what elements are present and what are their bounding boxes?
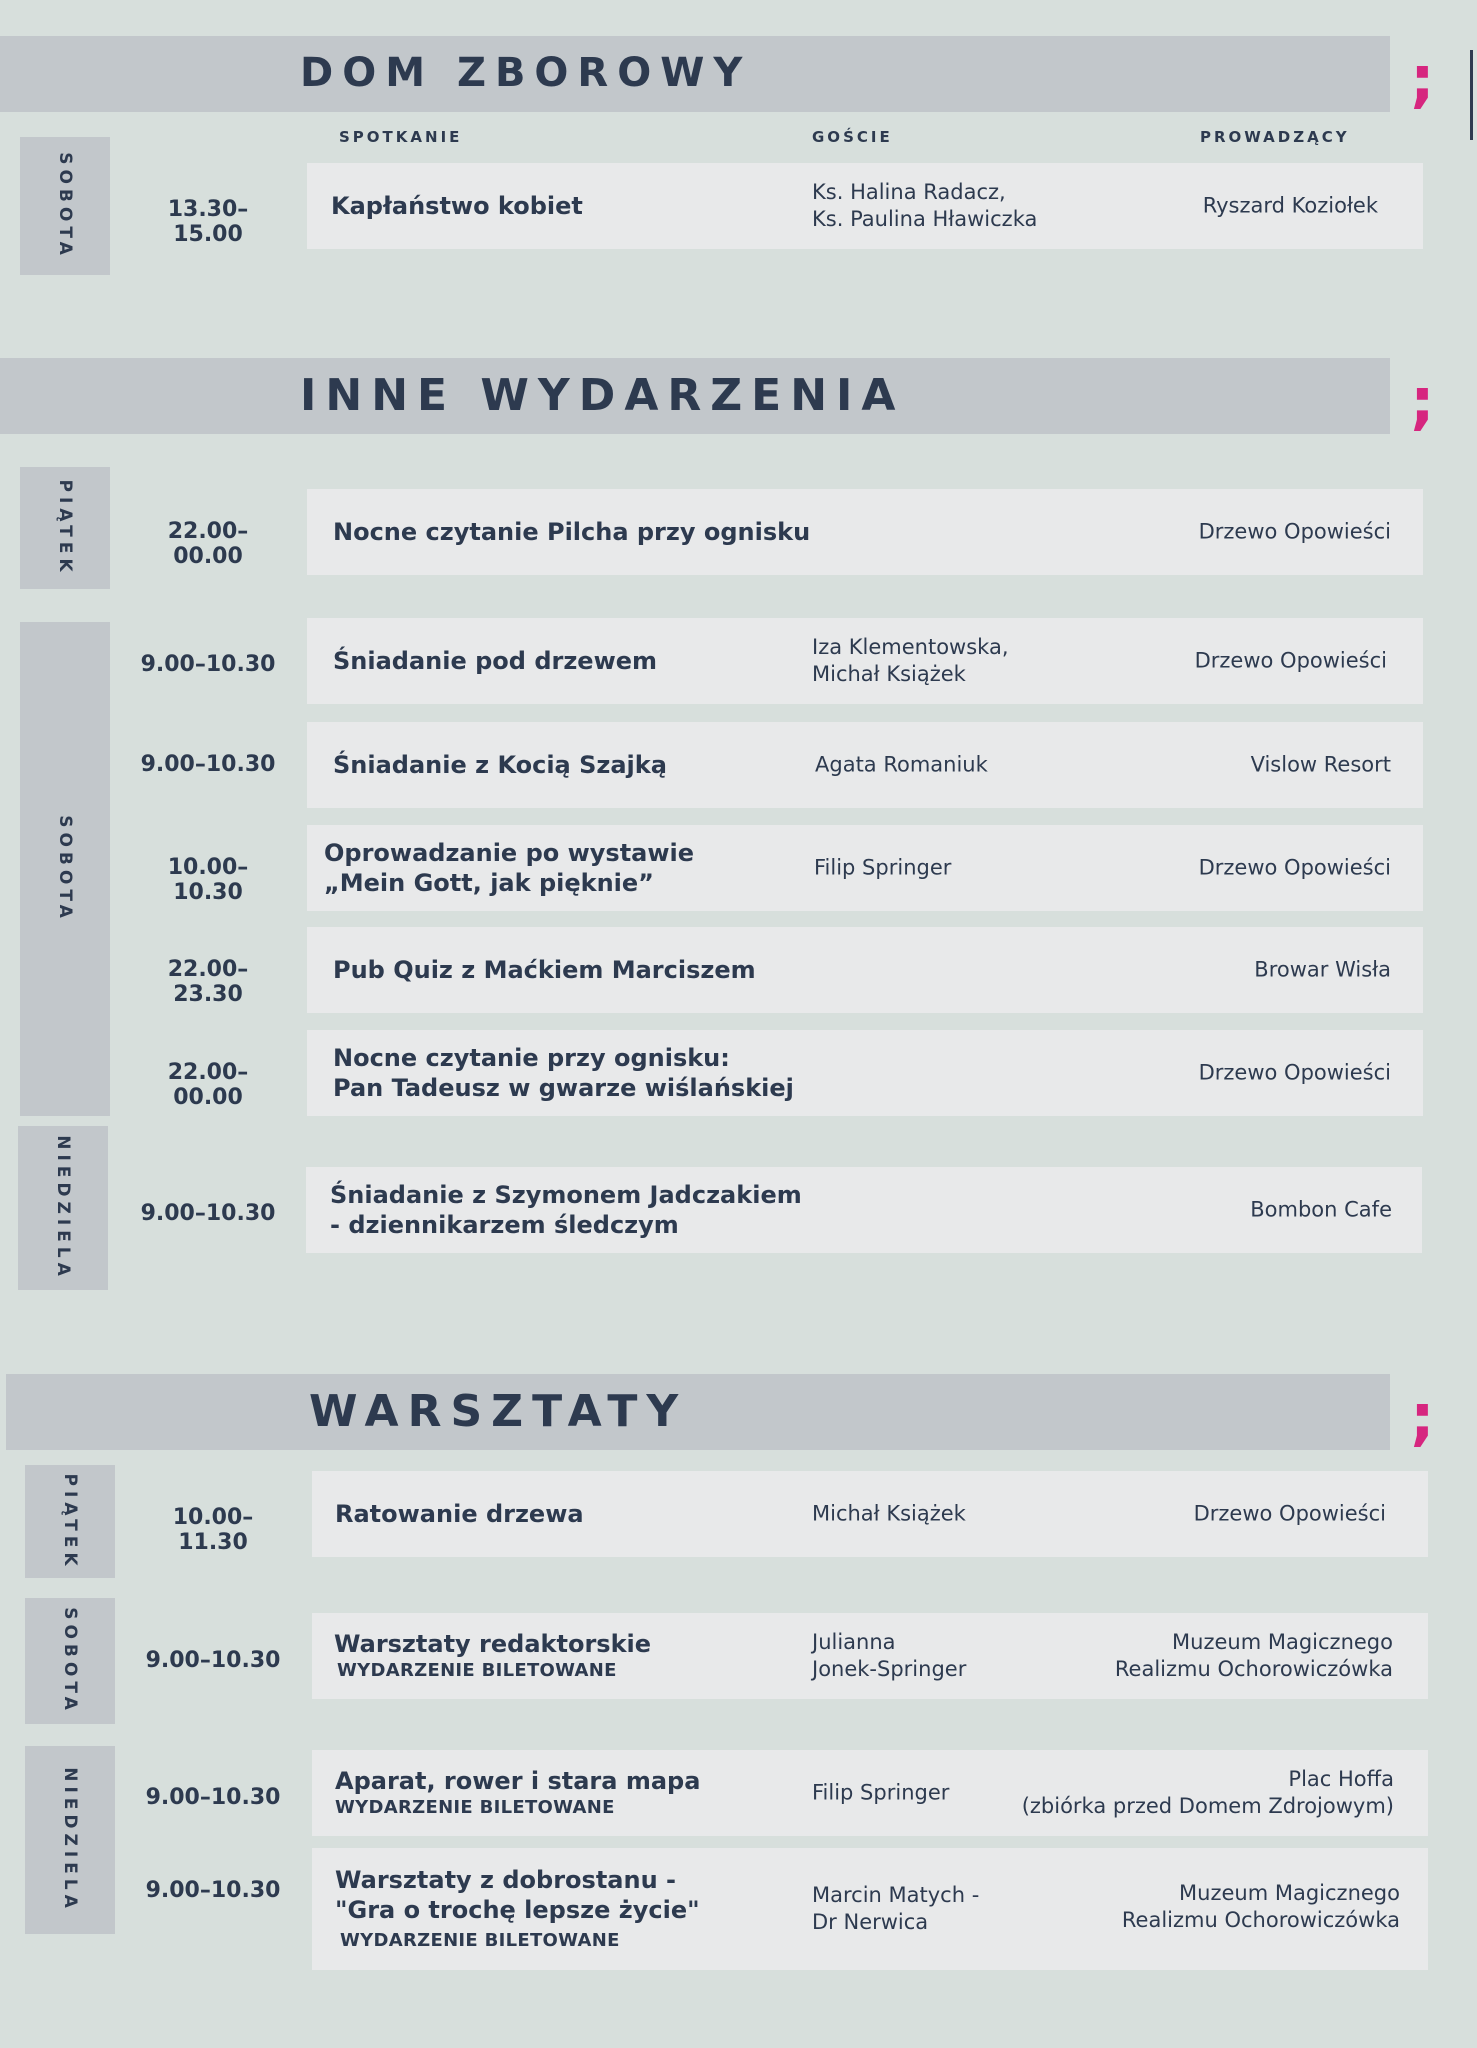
event-row[interactable] [307, 1030, 1423, 1116]
event-time: 10.00–10.30 [167, 855, 249, 905]
event-title: Śniadanie z Kocią Szajką [333, 751, 667, 779]
event-row[interactable] [312, 1750, 1428, 1836]
event-host: Drzewo Opowieści [1198, 855, 1391, 880]
event-guests: Filip Springer [814, 855, 952, 880]
ticketed-label: WYDARZENIE BILETOWANE [340, 1930, 620, 1951]
event-host: Plac Hoffa (zbiórka przed Domem Zdrojowym) [1021, 1767, 1394, 1818]
event-title: Warsztaty redaktorskie WYDARZENIE BILETOWANE [334, 1630, 652, 1681]
semicolon-mark-icon: ; [1410, 1380, 1435, 1453]
column-header-guests: GOŚCIE [812, 128, 893, 146]
event-title: Nocne czytanie Pilcha przy ognisku [333, 518, 811, 546]
event-time: 22.00–00.00 [167, 519, 249, 569]
event-title: Ratowanie drzewa [335, 1500, 584, 1528]
event-time: 10.00–11.30 [172, 1505, 254, 1555]
day-label-sobota: SOBOTA [20, 137, 110, 275]
event-row[interactable] [312, 1848, 1428, 1970]
ticketed-label: WYDARZENIE BILETOWANE [335, 1797, 615, 1818]
event-guests: Marcin Matych - Dr Nerwica [812, 1883, 980, 1934]
day-label-piatek: PIĄTEK [25, 1465, 115, 1578]
column-header-host: PROWADZĄCY [1200, 128, 1350, 146]
event-guests: Iza Klementowska, Michał Książek [812, 635, 1009, 686]
event-row[interactable] [307, 489, 1423, 575]
day-label-sobota: SOBOTA [25, 1598, 115, 1724]
event-row[interactable] [307, 927, 1423, 1013]
day-label-sobota: SOBOTA [20, 622, 110, 1116]
event-row[interactable] [306, 1167, 1422, 1253]
event-row[interactable] [312, 1471, 1428, 1557]
event-time: 9.00–10.30 [140, 652, 276, 677]
event-row[interactable] [307, 825, 1423, 911]
event-host: Muzeum Magicznego Realizmu Ochorowiczówka [1114, 1630, 1393, 1681]
semicolon-mark-icon: ; [1410, 364, 1435, 437]
event-title: Śniadanie pod drzewem [333, 647, 658, 675]
event-guests: Filip Springer [812, 1780, 950, 1805]
day-label-niedziela: NIEDZIELA [25, 1746, 115, 1934]
event-row[interactable] [307, 163, 1423, 249]
section-header-warsztaty [6, 1374, 1390, 1450]
event-time: 9.00–10.30 [140, 1201, 276, 1226]
event-host: Ryszard Koziołek [1202, 193, 1378, 218]
ticketed-label: WYDARZENIE BILETOWANE [337, 1660, 617, 1681]
event-row[interactable] [307, 722, 1423, 808]
event-time: 22.00–00.00 [167, 1060, 249, 1110]
event-host: Drzewo Opowieści [1198, 1060, 1391, 1085]
event-title: Pub Quiz z Maćkiem Marciszem [333, 956, 756, 984]
event-host: Drzewo Opowieści [1193, 1501, 1386, 1526]
day-label-piatek: PIĄTEK [20, 467, 110, 589]
section-header-dom-zborowy [0, 36, 1390, 112]
event-title: Kapłaństwo kobiet [331, 192, 583, 220]
event-host: Drzewo Opowieści [1194, 648, 1387, 673]
event-time: 9.00–10.30 [145, 1878, 281, 1903]
event-time: 9.00–10.30 [145, 1785, 281, 1810]
event-row[interactable] [307, 618, 1423, 704]
event-host: Drzewo Opowieści [1198, 519, 1391, 544]
section-title: INNE WYDARZENIA [300, 370, 905, 421]
event-time: 9.00–10.30 [140, 752, 276, 777]
event-host: Vislow Resort [1250, 752, 1391, 777]
event-host: Browar Wisła [1254, 957, 1391, 982]
event-guests: Agata Romaniuk [815, 752, 988, 777]
event-guests: Michał Książek [812, 1501, 966, 1526]
event-time: 9.00–10.30 [145, 1648, 281, 1673]
semicolon-mark-icon: ; [1410, 42, 1435, 115]
event-title: Warsztaty z dobrostanu - "Gra o trochę lepsze życie" WYDARZENIE BILETOWANE [335, 1866, 700, 1951]
event-title: Oprowadzanie po wystawie „Mein Gott, jak pięknie” [324, 839, 695, 897]
event-guests: Julianna Jonek-Springer [812, 1630, 967, 1681]
event-host: Bombon Cafe [1250, 1197, 1392, 1222]
event-title: Śniadanie z Szymonem Jadczakiem - dziennikarzem śledczym [330, 1181, 802, 1239]
day-label-niedziela: NIEDZIELA [18, 1126, 108, 1290]
event-host: Muzeum Magicznego Realizmu Ochorowiczówka [1121, 1881, 1400, 1932]
edge-divider [1470, 50, 1473, 140]
event-title: Aparat, rower i stara mapa WYDARZENIE BILETOWANE [335, 1767, 701, 1818]
event-guests: Ks. Halina Radacz, Ks. Paulina Hławiczka [812, 180, 1038, 231]
section-header-inne-wydarzenia [0, 358, 1390, 434]
column-header-event: SPOTKANIE [339, 128, 463, 146]
event-title: Nocne czytanie przy ognisku: Pan Tadeusz w gwarze wiślańskiej [333, 1044, 794, 1102]
section-title: WARSZTATY [309, 1386, 688, 1437]
event-row[interactable] [312, 1613, 1428, 1699]
section-title: DOM ZBOROWY [300, 50, 752, 96]
event-time: 13.30–15.00 [167, 197, 249, 247]
event-time: 22.00–23.30 [167, 957, 249, 1007]
